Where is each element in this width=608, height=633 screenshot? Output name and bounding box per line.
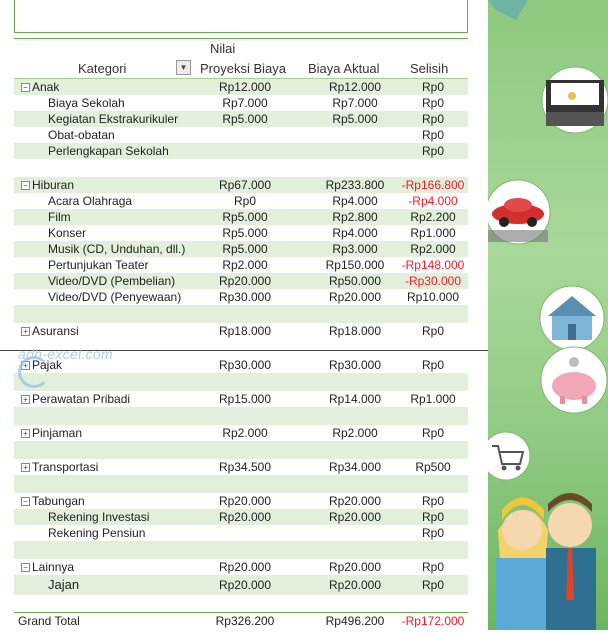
aktual-cell: Rp2.000: [332, 426, 378, 440]
proyeksi-cell: Rp0: [233, 194, 256, 208]
proyeksi-cell: Rp34.500: [218, 460, 272, 474]
proyeksi-cell: Rp12.000: [218, 80, 272, 94]
selisih-cell: Rp0: [421, 324, 444, 338]
table-row[interactable]: [14, 289, 468, 305]
table-row[interactable]: [14, 78, 468, 95]
selisih-header: Selisih: [410, 61, 449, 76]
selisih-cell: -Rp166.800: [401, 178, 465, 192]
collapse-icon[interactable]: −: [21, 497, 30, 506]
spacer-row: [14, 305, 468, 323]
table-row[interactable]: [14, 225, 468, 241]
table-row[interactable]: [14, 127, 468, 143]
aktual-cell: Rp20.000: [328, 578, 382, 592]
row-label: Transportasi: [32, 460, 99, 474]
collapse-icon[interactable]: −: [21, 563, 30, 572]
grand-total-row[interactable]: [14, 612, 468, 629]
house-icon: [540, 286, 604, 350]
table-row[interactable]: [14, 425, 468, 441]
selisih-cell: Rp0: [421, 578, 444, 592]
filter-dropdown-icon[interactable]: ▼: [176, 60, 191, 75]
row-label: Obat-obatan: [48, 128, 115, 142]
spacer-row: [14, 373, 468, 391]
table-row[interactable]: [14, 509, 468, 525]
selisih-cell: Rp10.000: [406, 290, 460, 304]
aktual-cell: Rp34.000: [328, 460, 382, 474]
selisih-cell: -Rp148.000: [401, 258, 465, 272]
grand-aktual-cell: Rp496.200: [325, 614, 385, 628]
aktual-cell: Rp4.000: [332, 194, 378, 208]
aktual-cell: Rp20.000: [328, 494, 382, 508]
proyeksi-cell: Rp20.000: [218, 494, 272, 508]
table-row[interactable]: [14, 257, 468, 273]
proyeksi-cell: Rp5.000: [222, 226, 268, 240]
spacer-row: [14, 159, 468, 177]
aktual-cell: Rp4.000: [332, 226, 378, 240]
pivot-rows: [14, 78, 468, 595]
grand-selisih-cell: -Rp172.000: [401, 614, 465, 628]
values-header: Nilai: [210, 41, 236, 56]
row-label: Jajan: [48, 577, 80, 592]
spacer-row: [14, 407, 468, 425]
proyeksi-cell: Rp5.000: [222, 210, 268, 224]
cinema-icon: [542, 67, 608, 133]
table-row[interactable]: [14, 323, 468, 339]
table-row[interactable]: [14, 525, 468, 541]
top-text-box: [14, 0, 468, 33]
table-row[interactable]: [14, 559, 468, 575]
table-row[interactable]: [14, 241, 468, 257]
row-label: Pinjaman: [32, 426, 83, 440]
row-label: Rekening Pensiun: [48, 526, 146, 540]
table-row[interactable]: [14, 575, 468, 595]
spacer-row: [14, 441, 468, 459]
proyeksi-cell: Rp2.000: [222, 426, 268, 440]
proyeksi-cell: Rp30.000: [218, 358, 272, 372]
selisih-cell: Rp0: [421, 96, 444, 110]
selisih-cell: Rp500: [415, 460, 451, 474]
selisih-cell: Rp0: [421, 80, 444, 94]
selisih-cell: Rp0: [421, 526, 444, 540]
row-label: Asuransi: [32, 324, 79, 338]
proyeksi-cell: Rp20.000: [218, 560, 272, 574]
aktual-cell: Rp150.000: [325, 258, 385, 272]
pivot-header: [14, 38, 468, 79]
aktual-cell: Rp3.000: [332, 242, 378, 256]
people-icon: [496, 493, 596, 630]
row-label: Film: [48, 210, 71, 224]
row-label: Video/DVD (Penyewaan): [48, 290, 182, 304]
aktual-cell: Rp20.000: [328, 560, 382, 574]
selisih-cell: Rp2.000: [410, 242, 456, 256]
row-label: Perlengkapan Sekolah: [48, 144, 169, 158]
proyeksi-cell: Rp5.000: [222, 242, 268, 256]
selisih-cell: Rp1.000: [410, 392, 456, 406]
proyeksi-cell: Rp7.000: [222, 96, 268, 110]
grand-total-label: Grand Total: [18, 614, 80, 628]
selisih-cell: Rp0: [421, 494, 444, 508]
selisih-cell: Rp0: [421, 128, 444, 142]
shopping-cart-icon: [488, 432, 530, 480]
table-row[interactable]: [14, 459, 468, 475]
expand-icon[interactable]: +: [21, 463, 30, 472]
selisih-cell: Rp0: [421, 560, 444, 574]
decor-shape-icon: [488, 0, 528, 20]
row-label: Tabungan: [32, 494, 85, 508]
row-label: Perawatan Pribadi: [32, 392, 131, 406]
selisih-cell: Rp0: [421, 112, 444, 126]
proyeksi-cell: Rp15.000: [218, 392, 272, 406]
proyeksi-cell: Rp2.000: [222, 258, 268, 272]
proyeksi-cell: Rp20.000: [218, 274, 272, 288]
proyeksi-cell: Rp5.000: [222, 112, 268, 126]
aktual-cell: Rp30.000: [328, 358, 382, 372]
table-row[interactable]: [14, 193, 468, 209]
row-label: Rekening Investasi: [48, 510, 150, 524]
watermark: adh-excel.com: [18, 346, 113, 362]
collapse-icon[interactable]: −: [21, 181, 30, 190]
decorative-side-panel: [488, 0, 608, 630]
row-label: Video/DVD (Pembelian): [48, 274, 176, 288]
table-row[interactable]: [14, 273, 468, 289]
expand-icon[interactable]: +: [21, 395, 30, 404]
aktual-cell: Rp233.800: [325, 178, 385, 192]
table-row[interactable]: [14, 177, 468, 193]
spacer-row: [14, 541, 468, 559]
expand-icon[interactable]: +: [21, 429, 30, 438]
selisih-cell: Rp1.000: [410, 226, 456, 240]
row-label: Anak: [32, 80, 60, 94]
aktual-cell: Rp7.000: [332, 96, 378, 110]
selisih-cell: -Rp4.000: [408, 194, 458, 208]
table-row[interactable]: [14, 143, 468, 159]
expand-icon[interactable]: +: [21, 361, 30, 370]
spacer-row: [14, 475, 468, 493]
row-label: Pajak: [32, 358, 63, 372]
collapse-icon[interactable]: −: [21, 83, 30, 92]
selisih-cell: Rp0: [421, 144, 444, 158]
decorative-illustrations: [488, 0, 608, 630]
selisih-cell: Rp2.200: [410, 210, 456, 224]
selisih-cell: Rp0: [421, 426, 444, 440]
expand-icon[interactable]: +: [21, 327, 30, 336]
selisih-cell: -Rp30.000: [404, 274, 462, 288]
grand-proyeksi-cell: Rp326.200: [215, 614, 275, 628]
aktual-cell: Rp50.000: [328, 274, 382, 288]
aktual-header: Biaya Aktual: [308, 61, 380, 76]
aktual-cell: Rp18.000: [328, 324, 382, 338]
proyeksi-cell: Rp20.000: [218, 578, 272, 592]
row-label: Konser: [48, 226, 87, 240]
table-row[interactable]: [14, 391, 468, 407]
row-label: Acara Olahraga: [48, 194, 133, 208]
car-icon: [488, 180, 550, 244]
aktual-cell: Rp5.000: [332, 112, 378, 126]
table-row[interactable]: [14, 493, 468, 509]
aktual-cell: Rp20.000: [328, 510, 382, 524]
table-row[interactable]: [14, 209, 468, 225]
selisih-cell: Rp0: [421, 358, 444, 372]
table-row[interactable]: [14, 95, 468, 111]
proyeksi-cell: Rp20.000: [218, 510, 272, 524]
kategori-header: Kategori: [78, 61, 127, 76]
aktual-cell: Rp20.000: [328, 290, 382, 304]
row-label: Biaya Sekolah: [48, 96, 125, 110]
proyeksi-cell: Rp18.000: [218, 324, 272, 338]
row-label: Pertunjukan Teater: [48, 258, 149, 272]
aktual-cell: Rp12.000: [328, 80, 382, 94]
aktual-cell: Rp2.800: [332, 210, 378, 224]
table-row[interactable]: [14, 111, 468, 127]
selisih-cell: Rp0: [421, 510, 444, 524]
row-label: Musik (CD, Unduhan, dll.): [48, 242, 186, 256]
aktual-cell: Rp14.000: [328, 392, 382, 406]
row-label: Lainnya: [32, 560, 75, 574]
row-label: Hiburan: [32, 178, 75, 192]
row-label: Kegiatan Ekstrakurikuler: [48, 112, 179, 126]
proyeksi-header: Proyeksi Biaya: [200, 61, 286, 76]
proyeksi-cell: Rp67.000: [218, 178, 272, 192]
proyeksi-cell: Rp30.000: [218, 290, 272, 304]
piggy-bank-icon: [541, 347, 607, 413]
